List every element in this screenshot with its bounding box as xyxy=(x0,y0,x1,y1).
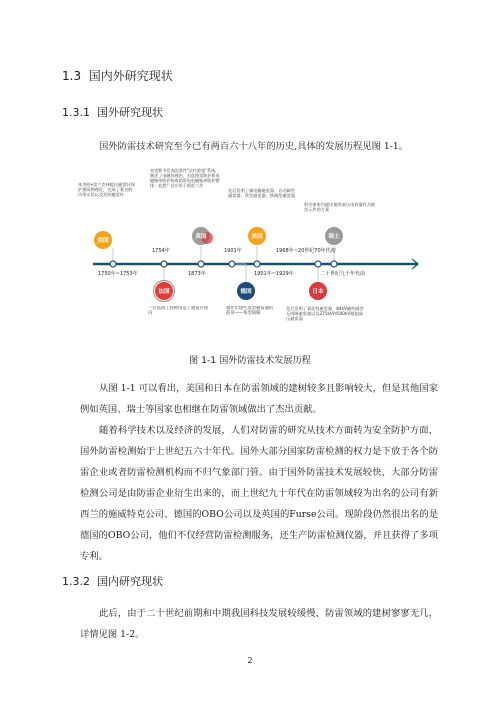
node-uk-1 xyxy=(192,227,213,245)
svg-text:日本: 日本 xyxy=(312,289,324,295)
note-us-1: 本杰明•富兰克林提出避雷针保护建筑物理论，完成了著名的风筝实验以及发明避雷针 xyxy=(78,182,135,198)
year-germany: 1901年 xyxy=(224,248,242,254)
node-japan xyxy=(309,282,327,300)
svg-text:法国: 法国 xyxy=(158,289,170,295)
note-japan: 先后发明了氧化锌避雷器、84kV磁吹阀型无间隙避雷器以及275kV和500kV超超高压避雷器 xyxy=(286,306,364,322)
subsection-heading-domestic: 1.3.2 国内研究现状 xyxy=(62,575,163,588)
page-number: 2 xyxy=(247,656,253,665)
svg-text:美国: 美国 xyxy=(97,238,109,244)
svg-text:英国: 英国 xyxy=(195,234,207,240)
note-uk-1: 麦克斯韦发表的条件"法拉第笼"系统，阐述了电磁场理论，由直接雷防护和电磁脉冲防护构成的雷电电磁脉冲防护整体一直把广泛应用于防雷工作 xyxy=(150,168,220,189)
note-germany: 制作出现代发型避雷器的前身——角型间隙 xyxy=(226,306,274,317)
svg-text:瑞士: 瑞士 xyxy=(328,234,340,240)
year-uk-1: 1754年 xyxy=(152,248,170,254)
section-heading: 1.3 国内外研究现状 xyxy=(62,69,173,83)
figure-caption: 图 1-1 国外防雷技术发展历程 xyxy=(189,355,311,366)
intro-paragraph: 国外防雷技术研究至今已有两百六十八年的历史,具体的发展历程见图 1-1。 xyxy=(99,141,409,152)
paragraph-2: 随着科学技术以及经济的发展，人们对防雷的研究从技术方面转为安全防护方面，国外防雷检测始于上世纪五六十年代。国外大部分国家防雷检测的权力是下放于各个防雷企业或者防雷检测机构而不归气象部门管。由于国外防雷技术发展较快，大部分防雷检测公司是由防雷企业衍生出来的，而上世纪九十年代在防雷领域较为出名的公司有新西兰的施威特克公司、德国的OBO公司以及英国的Furse公司。现阶段仍然很出名的是德国的OBO公司，他们不仅经营防雷检测服务，还生产防雷检测仪器，并且获得了多项专利。 xyxy=(80,425,438,562)
subsection-heading-foreign: 1.3.1 国外研究现状 xyxy=(62,106,163,119)
year-japan: 1968年~20世纪70年代初 xyxy=(276,248,336,254)
svg-text:美国: 美国 xyxy=(251,234,263,240)
note-france: 一位法国工程师创造了避雷针接闪 xyxy=(148,306,209,317)
node-germany xyxy=(237,282,255,300)
node-us-1 xyxy=(94,231,112,249)
timeline-figure xyxy=(78,160,423,340)
year-uk-2: 1873年 xyxy=(188,271,206,277)
paragraph-1: 从图 1-1 可以看出，美国和日本在防雷领域的建树较多且影响较大，但是其他国家例如英国、瑞士等国家也相继在防雷领域做出了杰出贡献。 xyxy=(80,383,438,415)
node-france xyxy=(154,281,175,302)
year-us-1: 1750年~1753年 xyxy=(98,271,138,277)
year-us-2: 1901年~1929年 xyxy=(254,271,294,277)
note-switzerland: 科学家室内提出使用高压电容器作为防雷元件的方案 xyxy=(304,202,376,213)
note-us-2: 先后发明了阀电解避雷器、自动阀型避雷器、管型避雷器、铁阀型避雷器 xyxy=(228,188,296,199)
svg-text:德国: 德国 xyxy=(240,289,252,295)
node-us-2 xyxy=(248,227,266,245)
paragraph-3: 此后，由于二十世纪前期和中期我国科技发展较缓慢，防雷领域的建树寥寥无几，详情见图 1-2。 xyxy=(80,608,438,640)
year-switzerland: 二十世纪九十年代前 xyxy=(320,271,366,277)
